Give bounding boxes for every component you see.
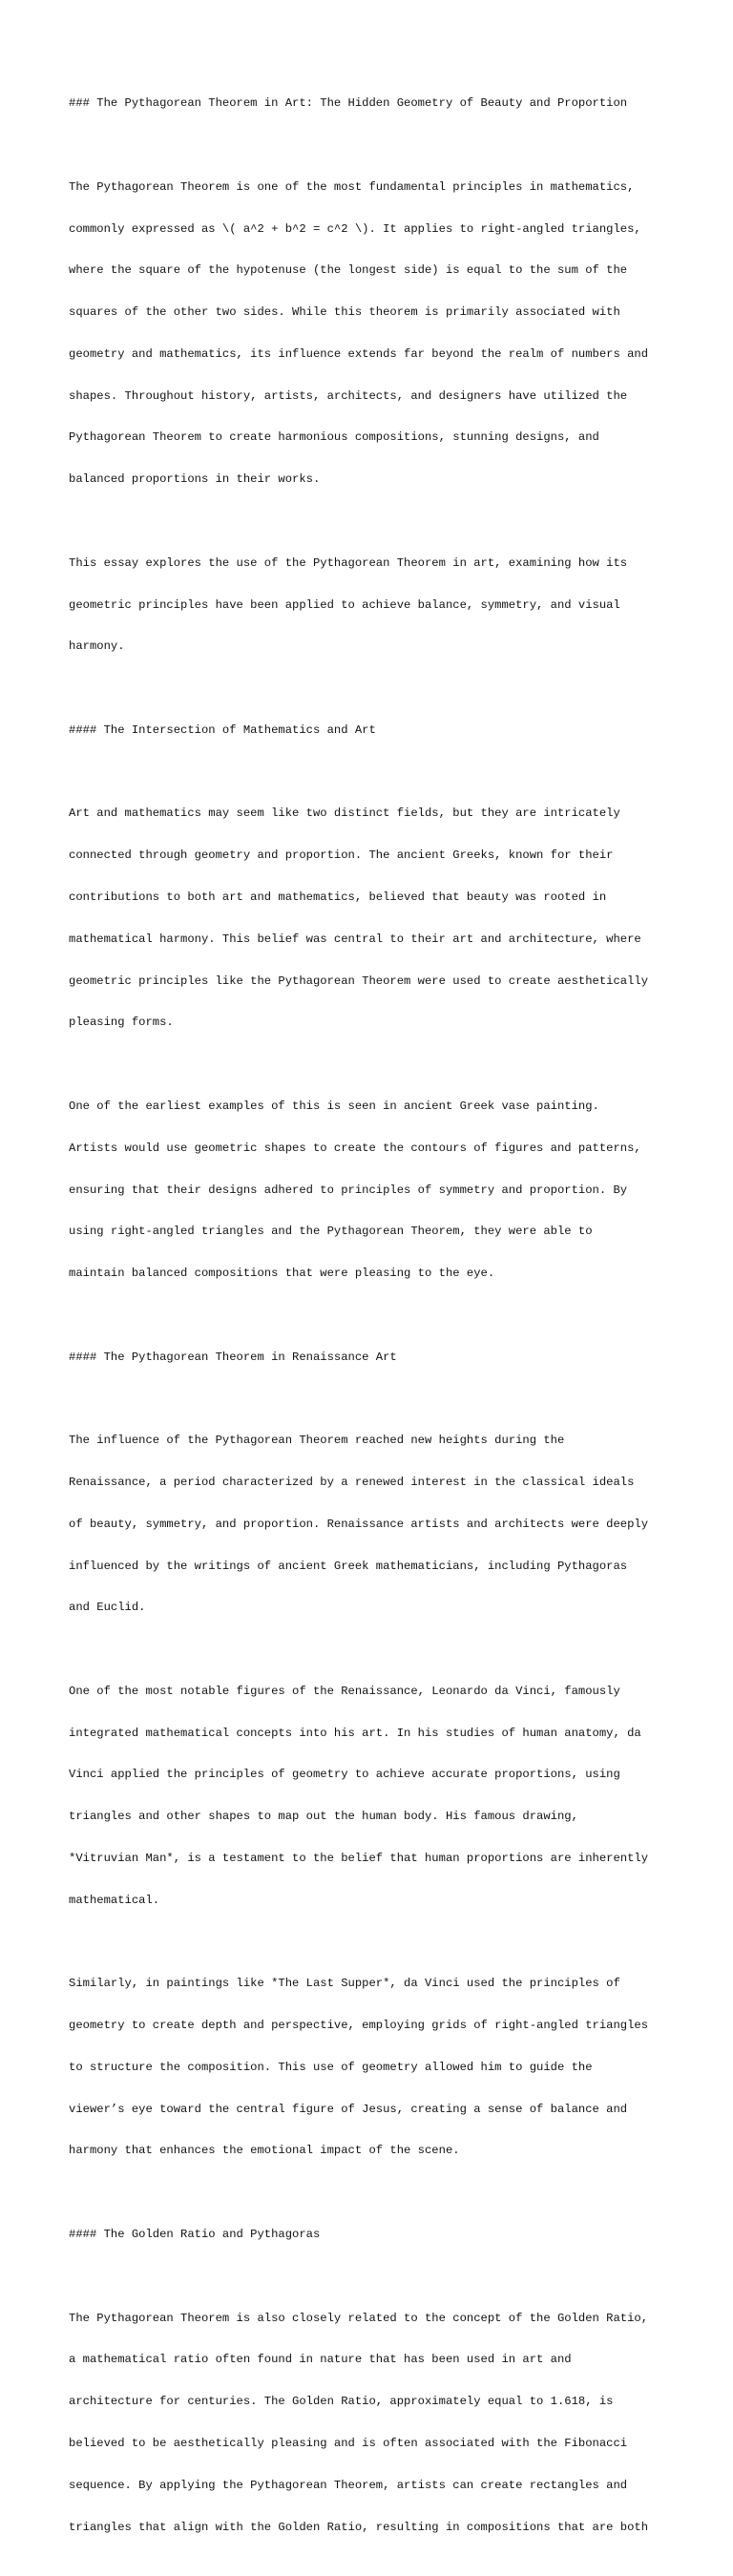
paragraph-greek-vases <box>69 1072 680 1309</box>
text-line: Pythagorean Theorem to create harmonious compositions, stunning designs, and <box>69 430 599 445</box>
text-line: influenced by the writings of ancient Greek mathematicians, including Pythagoras <box>69 1559 628 1573</box>
text-line: geometry to create depth and perspective, employing grids of right-angled triangles <box>69 2019 649 2033</box>
text-line: triangles that align with the Golden Ratio, resulting in compositions that are both <box>69 2520 649 2534</box>
text-line: #### The Intersection of Mathematics and Art <box>69 723 376 737</box>
text-line: connected through geometry and proportion. The ancient Greeks, known for their <box>69 848 614 863</box>
section-heading-renaissance <box>69 1322 680 1392</box>
text-line: contributions to both art and mathematics, believed that beauty was rooted in <box>69 890 607 905</box>
text-line: #### The Pythagorean Theorem in Renaissance Art <box>69 1350 397 1364</box>
text-line: One of the most notable figures of the Renaissance, Leonardo da Vinci, famously <box>69 1684 620 1698</box>
text-line: #### The Golden Ratio and Pythagoras <box>69 2228 321 2242</box>
text-line: viewer’s eye toward the central figure of Jesus, creating a sense of balance and <box>69 2102 628 2116</box>
text-line: pleasing forms. <box>69 1016 174 1030</box>
text-line: harmony. <box>69 639 125 654</box>
text-line: harmony that enhances the emotional impact of the scene. <box>69 2144 460 2158</box>
essay-title <box>69 69 680 138</box>
text-line: The Pythagorean Theorem is one of the most fundamental principles in mathematics, <box>69 179 635 194</box>
text-line: maintain balanced compositions that were pleasing to the eye. <box>69 1267 495 1281</box>
paragraph-art-and-math <box>69 779 680 1058</box>
text-line: ### The Pythagorean Theorem in Art: The Hidden Geometry of Beauty and Proportion <box>69 96 628 111</box>
text-line: geometry and mathematics, its influence extends far beyond the realm of numbers and <box>69 346 649 361</box>
text-line: and Euclid. <box>69 1601 146 1615</box>
text-line: geometric principles have been applied to achieve balance, symmetry, and visual <box>69 597 620 612</box>
document-page <box>69 69 680 2576</box>
text-line: using right-angled triangles and the Pythagorean Theorem, they were able to <box>69 1225 593 1239</box>
section-heading-golden-ratio <box>69 2200 680 2270</box>
text-line: triangles and other shapes to map out the human body. His famous drawing, <box>69 1810 578 1824</box>
text-line: Similarly, in paintings like *The Last Supper*, da Vinci used the principles of <box>69 1977 620 1991</box>
text-line: architecture for centuries. The Golden Ratio, approximately equal to 1.618, is <box>69 2395 614 2409</box>
text-line: to structure the composition. This use of geometry allowed him to guide the <box>69 2060 593 2074</box>
paragraph-last-supper <box>69 1949 680 2186</box>
text-line: mathematical. <box>69 1893 160 1907</box>
text-line: believed to be aesthetically pleasing and is often associated with the Fibonacci <box>69 2436 628 2450</box>
text-line: squares of the other two sides. While this theorem is primarily associated with <box>69 305 620 320</box>
text-line: a mathematical ratio often found in nature that has been used in art and <box>69 2353 572 2367</box>
paragraph-intro <box>69 153 680 514</box>
text-line: of beauty, symmetry, and proportion. Renaissance artists and architects were deeply <box>69 1517 649 1531</box>
paragraph-da-vinci <box>69 1657 680 1936</box>
text-line: One of the earliest examples of this is seen in ancient Greek vase painting. <box>69 1099 599 1113</box>
text-line: where the square of the hypotenuse (the longest side) is equal to the sum of the <box>69 263 628 278</box>
text-line: balanced proportions in their works. <box>69 472 321 487</box>
text-line: This essay explores the use of the Pythagorean Theorem in art, examining how its <box>69 555 628 570</box>
text-line: Vinci applied the principles of geometry to achieve accurate proportions, using <box>69 1768 620 1782</box>
text-line: geometric principles like the Pythagorean Theorem were used to create aesthetically <box>69 974 649 988</box>
text-line: integrated mathematical concepts into his art. In his studies of human anatomy, da <box>69 1726 641 1740</box>
text-line: The influence of the Pythagorean Theorem reached new heights during the <box>69 1434 565 1448</box>
text-line: Renaissance, a period characterized by a renewed interest in the classical ideals <box>69 1475 635 1489</box>
text-line: Art and mathematics may seem like two distinct fields, but they are intricately <box>69 806 620 821</box>
text-line: *Vitruvian Man*, is a testament to the belief that human proportions are inherently <box>69 1852 649 1865</box>
text-line: The Pythagorean Theorem is also closely related to the concept of the Golden Ratio, <box>69 2311 649 2325</box>
paragraph-scope <box>69 529 680 682</box>
paragraph-renaissance <box>69 1406 680 1643</box>
text-line: shapes. Throughout history, artists, architects, and designers have utilized the <box>69 388 628 403</box>
text-line: sequence. By applying the Pythagorean Theorem, artists can create rectangles and <box>69 2478 628 2492</box>
text-line: mathematical harmony. This belief was central to their art and architecture, where <box>69 932 641 946</box>
paragraph-golden-ratio <box>69 2283 680 2562</box>
text-line: ensuring that their designs adhered to principles of symmetry and proportion. By <box>69 1183 628 1197</box>
text-line: commonly expressed as \( a^2 + b^2 = c^2 \). It applies to right-angled triangles, <box>69 221 641 236</box>
section-heading-intersection <box>69 696 680 765</box>
text-line: Artists would use geometric shapes to create the contours of figures and patterns, <box>69 1141 641 1155</box>
